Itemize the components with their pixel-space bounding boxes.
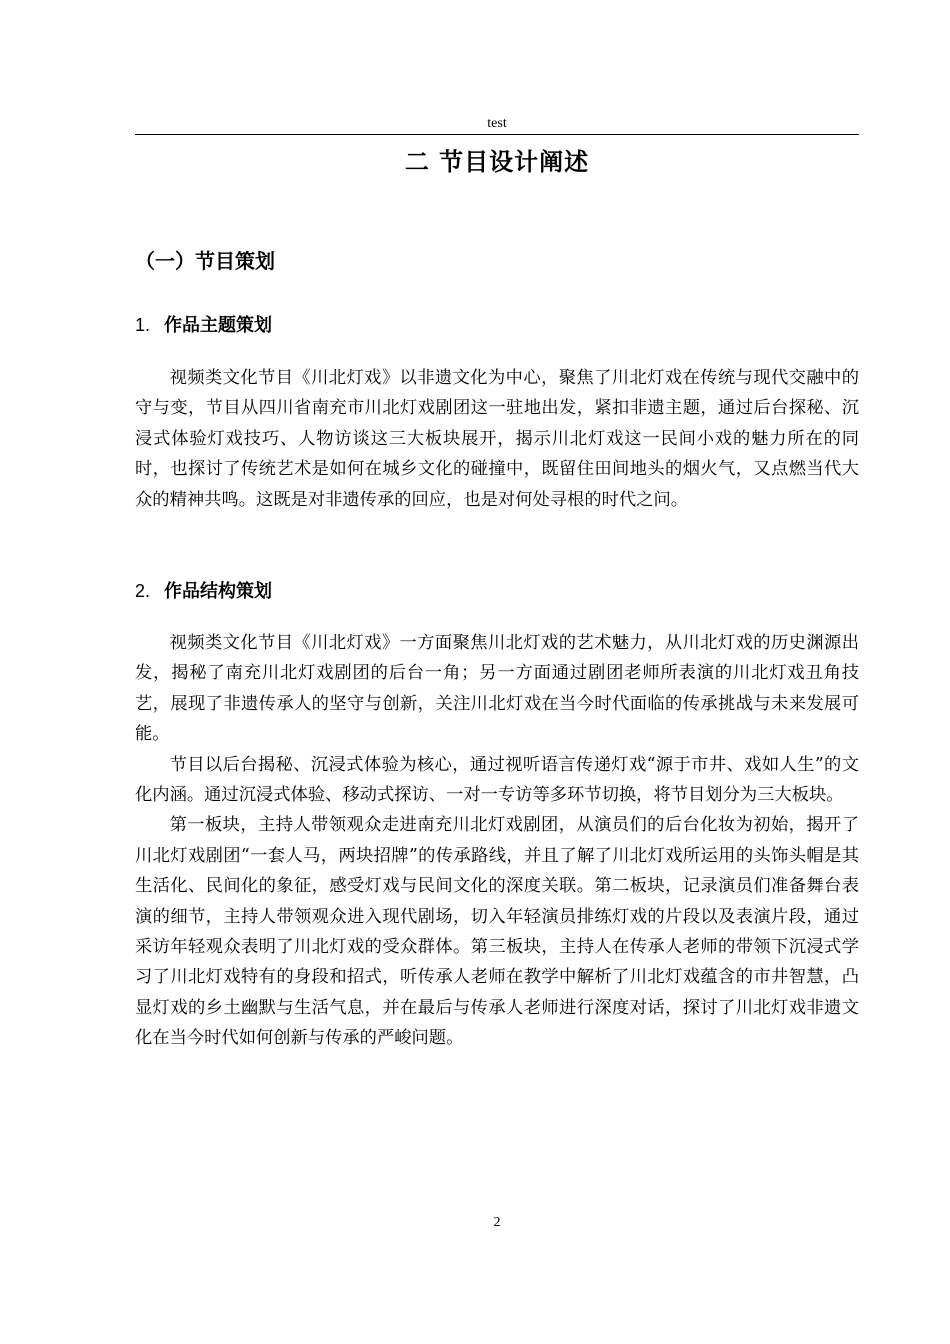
subsection-number: 1.	[135, 315, 151, 335]
chapter-title: 二 节目设计阐述	[404, 148, 590, 176]
subsection-title: 作品结构策划	[164, 581, 273, 602]
paragraph: 视频类文化节目《川北灯戏》以非遗文化为中心，聚焦了川北灯戏在传统与现代交融中的守与变，节目从四川省南充市川北灯戏剧团这一驻地出发，紧扣非遗主题，通过后台探秘、沉浸式体验灯戏技巧、人物访谈这三大板块展开，揭示川北灯戏这一民间小戏的魅力所在的同时，也探讨了传统艺术是如何在城乡文化的碰撞中，既留住田间地头的烟火气，又点燃当代大众的精神共鸣。这既是对非遗传承的回应，也是对何处寻根的时代之问。	[135, 368, 859, 510]
subsection-number: 2.	[135, 581, 151, 601]
header-rule	[135, 134, 859, 135]
subsection-heading-theme	[135, 310, 272, 341]
page-number: 2	[493, 1215, 501, 1230]
structure-body	[135, 628, 859, 1054]
subsection-title: 作品主题策划	[164, 315, 273, 336]
paragraph: 节目以后台揭秘、沉浸式体验为核心，通过视听语言传递灯戏“源于市井、戏如人生”的文化内涵。通过沉浸式体验、移动式探访、一对一专访等多环节切换，将节目划分为三大板块。	[135, 754, 859, 806]
subsection-heading-structure	[135, 576, 272, 607]
theme-body	[135, 363, 859, 515]
section-title: （一）节目策划	[135, 249, 275, 273]
running-header: test	[487, 116, 507, 131]
paragraph: 视频类文化节目《川北灯戏》一方面聚焦川北灯戏的艺术魅力，从川北灯戏的历史渊源出发，揭秘了南充川北灯戏剧团的后台一角；另一方面通过剧团老师所表演的川北灯戏丑角技艺，展现了非遗传承人的坚守与创新，关注川北灯戏在当今时代面临的传承挑战与未来发展可能。	[135, 633, 859, 745]
paragraph: 第一板块，主持人带领观众走进南充川北灯戏剧团，从演员们的后台化妆为初始，揭开了川北灯戏剧团“一套人马，两块招牌”的传承路线，并且了解了川北灯戏所运用的头饰头帽是其生活化、民间化的象征，感受灯戏与民间文化的深度关联。第二板块，记录演员们准备舞台表演的细节，主持人带领观众进入现代剧场，切入年轻演员排练灯戏的片段以及表演片段，通过采访年轻观众表明了川北灯戏的受众群体。第三板块，主持人在传承人老师的带领下沉浸式学习了川北灯戏特有的身段和招式，听传承人老师在教学中解析了川北灯戏蕴含的市井智慧，凸显灯戏的乡土幽默与生活气息，并在最后与传承人老师进行深度对话，探讨了川北灯戏非遗文化在当今时代如何创新与传承的严峻问题。	[135, 815, 859, 1049]
